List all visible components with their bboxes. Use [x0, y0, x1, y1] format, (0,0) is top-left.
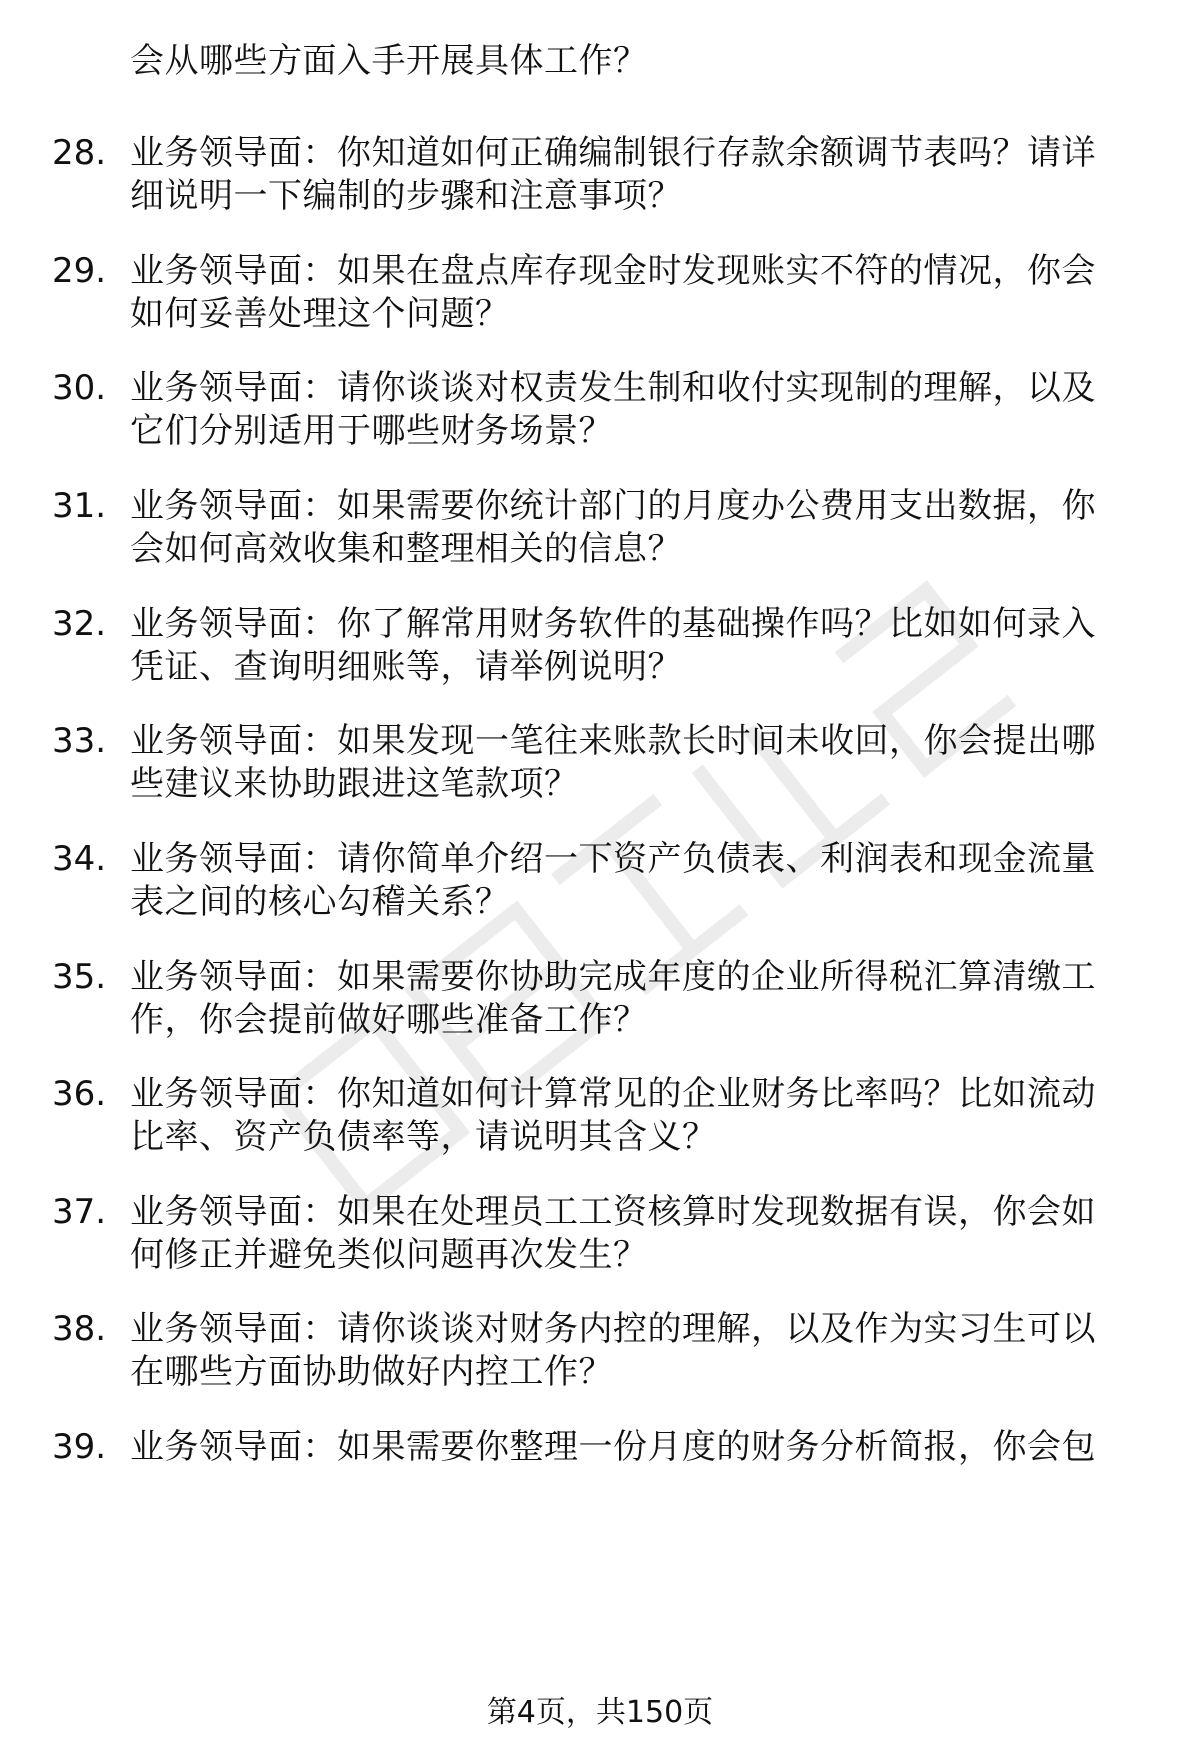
question-line: 业务领导面：你知道如何计算常见的企业财务比率吗？比如流动: [130, 1074, 1096, 1114]
question-line: 细说明一下编制的步骤和注意事项？: [130, 176, 682, 216]
question-line: 业务领导面：如果需要你整理一份月度的财务分析简报，你会包: [130, 1427, 1096, 1467]
question-line: 何修正并避免类似问题再次发生？: [130, 1235, 648, 1275]
question-number: 31.: [52, 486, 107, 526]
question-line: 业务领导面：请你谈谈对权责发生制和收付实现制的理解，以及: [130, 368, 1096, 408]
question-number: 38.: [52, 1309, 107, 1349]
question-line: 在哪些方面协助做好内控工作？: [130, 1352, 613, 1392]
question-line: 业务领导面：如果在盘点库存现金时发现账实不符的情况，你会: [130, 251, 1096, 291]
question-line: 作，你会提前做好哪些准备工作？: [130, 1000, 648, 1040]
question-line: 如何妥善处理这个问题？: [130, 294, 510, 334]
question-number: 29.: [52, 251, 107, 291]
question-line: 业务领导面：你了解常用财务软件的基础操作吗？比如如何录入: [130, 604, 1096, 644]
question-number: 35.: [52, 957, 107, 997]
question-line: 比率、资产负债率等，请说明其含义？: [130, 1117, 717, 1157]
continuation-line: 会从哪些方面入手开展具体工作？: [130, 41, 648, 81]
question-number: 36.: [52, 1074, 107, 1114]
question-line: 会如何高效收集和整理相关的信息？: [130, 529, 682, 569]
question-line: 它们分别适用于哪些财务场景？: [130, 411, 613, 451]
question-line: 业务领导面：如果需要你统计部门的月度办公费用支出数据，你: [130, 486, 1096, 526]
question-line: 业务领导面：如果发现一笔往来账款长时间未收回，你会提出哪: [130, 721, 1096, 761]
question-number: 39.: [52, 1427, 107, 1467]
question-line: 表之间的核心勾稽关系？: [130, 882, 510, 922]
question-line: 业务领导面：请你简单介绍一下资产负债表、利润表和现金流量: [130, 839, 1096, 879]
question-line: 业务领导面：如果需要你协助完成年度的企业所得税汇算清缴工: [130, 957, 1096, 997]
question-line: 凭证、查询明细账等，请举例说明？: [130, 647, 682, 687]
question-number: 32.: [52, 604, 107, 644]
page-footer: 第4页，共150页: [486, 1695, 714, 1730]
question-line: 业务领导面：你知道如何正确编制银行存款余额调节表吗？请详: [130, 133, 1096, 173]
question-number: 28.: [52, 133, 107, 173]
question-number: 30.: [52, 368, 107, 408]
question-line: 业务领导面：请你谈谈对财务内控的理解，以及作为实习生可以: [130, 1309, 1096, 1349]
question-number: 37.: [52, 1192, 107, 1232]
question-number: 34.: [52, 839, 107, 879]
question-line: 些建议来协助跟进这笔款项？: [130, 764, 579, 804]
question-number: 33.: [52, 721, 107, 761]
question-line: 业务领导面：如果在处理员工工资核算时发现数据有误，你会如: [130, 1192, 1096, 1232]
